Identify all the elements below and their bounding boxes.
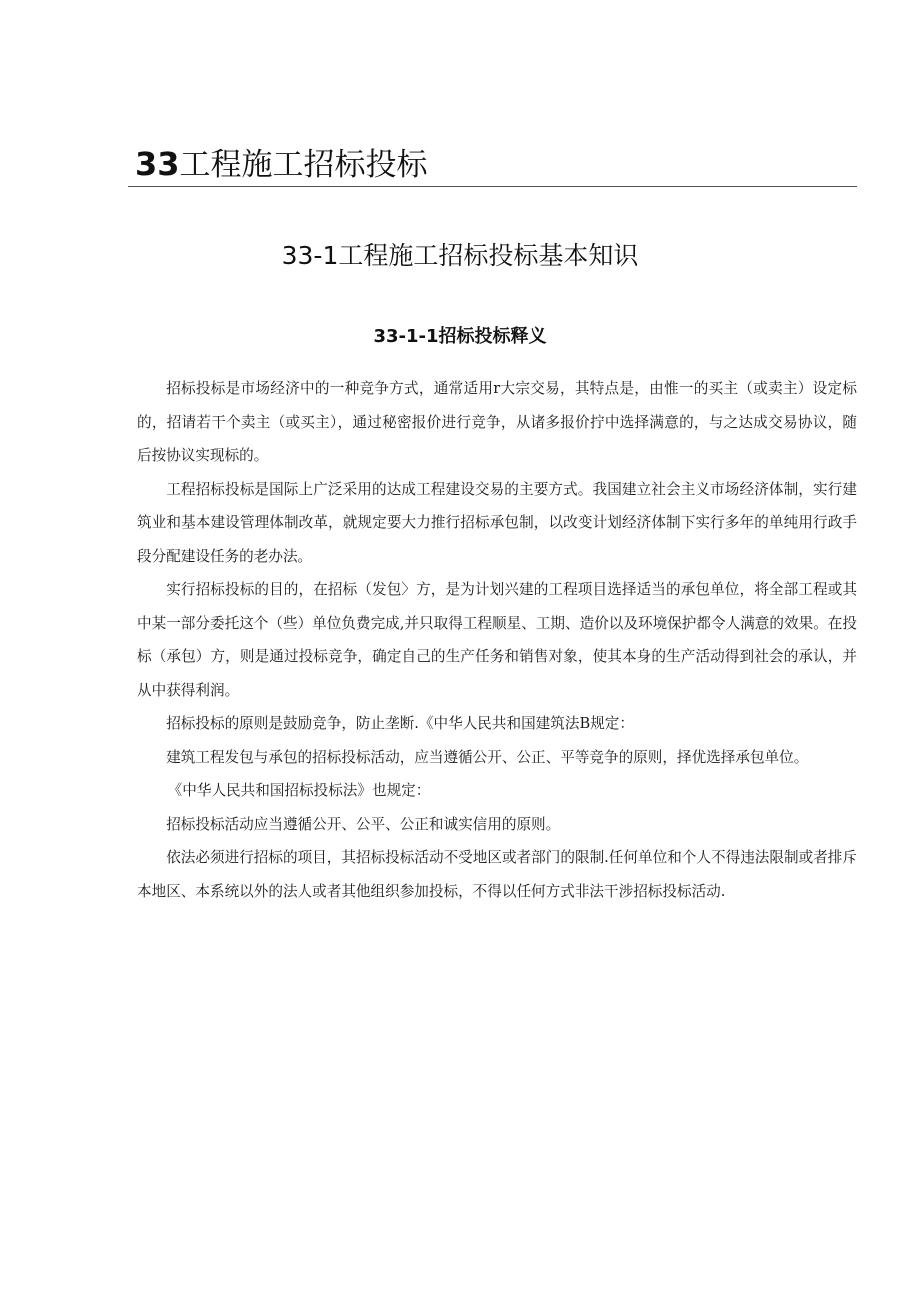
paragraph-construction-law-rule: 建筑工程发包与承包的招标投标活动，应当遵循公开、公正、平等竞争的原则，择优选择承包单位。: [166, 748, 809, 766]
chapter-title-text: 工程施工招标投标: [179, 147, 428, 183]
section-title: 33-1工程施工招标投标基本知识: [281, 241, 639, 270]
paragraph-definition: 招标投标是市场经济中的一种竞争方式，通常适用r大宗交易，其特点是，由惟一的买主（或卖主）设定标的，招请若干个卖主（或买主），通过秘密报价进行竞争，从诸多报价拧中选择满意的，与之达成交易协议，随后按协议实现标的。: [137, 380, 857, 464]
chapter-title: [135, 142, 835, 186]
chapter-number: 33: [135, 145, 180, 183]
paragraph-purpose: 实行招标投标的目的，在招标（发包〉方，是为计划兴建的工程项目选择适当的承包单位，将全部工程或其中某一部分委托这个（些）单位负费完成,并只取得工程顺星、工期、造价以及环境保护都令人满意的效果。在投标（承包）方，则是通过投标竞争，确定自己的生产任务和销售对象，使其本身的生产活动得到社会的承认，并从中获得利润。: [137, 581, 857, 699]
paragraph-bidding-law-intro: 《中华人民共和国招标投标法》也规定：: [167, 782, 431, 799]
subsection-title: 33-1-1招标投标释义: [373, 326, 547, 347]
paragraph-bidding-law-rule: 招标投标活动应当遵循公开、公平、公正和诚实信用的原则。: [166, 815, 561, 833]
paragraph-no-restriction: 依法必须进行招标的项目，其招标投标活动不受地区或者部门的限制.任何单位和个人不得违法限制或者排斥本地区、本系统以外的法人或者其他组织参加投标，不得以任何方式非法干涉招标投标活动.: [137, 849, 857, 900]
body-text: [137, 372, 857, 908]
paragraph-principles: 招标投标的原则是鼓励竞争，防止垄断.《中华人民共和国建筑法B规定：: [166, 715, 634, 732]
paragraph-engineering-bidding: 工程招标投标是国际上广泛采用的达成工程建设交易的主要方式。我国建立社会主义市场经济体制，实行建筑业和基本建设管理体制改革，就规定要大力推行招标承包制，以改变计划经济体制下实行多年的单纯用行政手段分配建设任务的老办法。: [137, 480, 857, 565]
chapter-divider: [128, 186, 857, 187]
